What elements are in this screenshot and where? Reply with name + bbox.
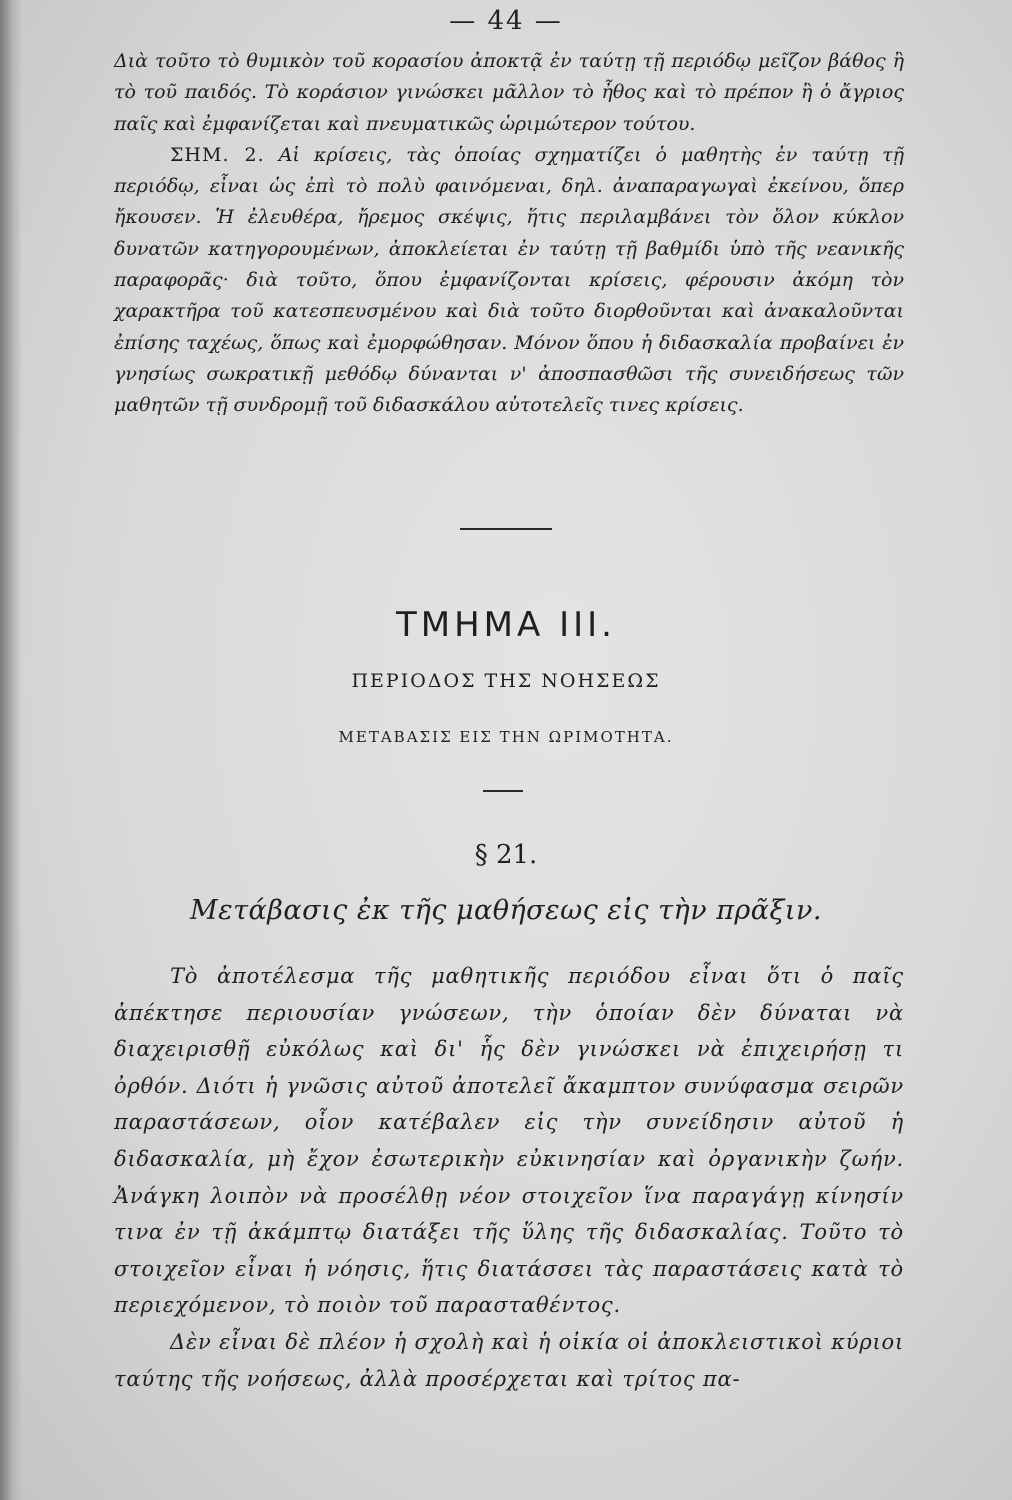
note-label: ΣΗΜ. 2.: [170, 143, 265, 166]
body-paragraph-2: Δὲν εἶναι δὲ πλέον ἡ σχολὴ καὶ ἡ οἰκία οἱ ἀποκλειστικοὶ κύριοι ταύτης τῆς νοήσεως, ἀλλὰ προσέρχεται καὶ τρίτος πα-: [114, 1329, 904, 1391]
note-section: [114, 46, 904, 422]
note-text: Αἱ κρίσεις, τὰς ὁποίας σχηματίζει ὁ μαθητὴς ἐν ταύτῃ τῇ περιόδῳ, εἶναι ὡς ἐπὶ τὸ πολὺ φαινόμεναι, δηλ. ἀναπαραγωγαὶ ἐκείνου, ὅπερ ἤκουσεν. Ἡ ἐλευθέρα, ἤρεμος σκέψις, ἥτις περιλαμβάνει τὸν ὅλον κύκλον δυνατῶν κατηγορουμένων, ἀποκλείεται ἐν ταύτῃ τῇ βαθμίδι ὑπὸ τῆς νεανικῆς παραφορᾶς· διὰ τοῦτο, ὅπου ἐμφανίζονται κρίσεις, φέρουσιν ἀκόμη τὸν χαρακτῆρα τοῦ κατεσπευσμένου καὶ διὰ τοῦτο διορθοῦνται καὶ ἀνακαλοῦνται ἐπίσης ταχέως, ὅπως καὶ ἐμορφώθησαν. Μόνον ὅπου ἡ διδασκαλία προβαίνει ἐν γνησίως σωκρατικῇ μεθόδῳ δύνανται ν' ἀποσπασθῶσι τῆς συνειδήσεως τῶν μαθητῶν τῇ συνδρομῇ τοῦ διδασκάλου αὐτοτελεῖς τινες κρίσεις.: [114, 143, 905, 417]
divider-long: [460, 528, 552, 530]
body-text: [114, 958, 904, 1397]
page-number: — 44 —: [449, 6, 563, 36]
note-paragraph-2: [114, 140, 904, 422]
divider-short: [483, 790, 523, 792]
section-title: ΤΜΗΜΑ III.: [396, 605, 616, 645]
period-title: ΠΕΡΙΟΔΟΣ ΤΗΣ ΝΟΗΣΕΩΣ: [351, 670, 661, 692]
body-paragraph-1: Τὸ ἀποτέλεσμα τῆς μαθητικῆς περιόδου εἶναι ὅτι ὁ παῖς ἀπέκτησε περιουσίαν γνώσεων, τὴν ὁποίαν δὲν δύναται νὰ διαχειρισθῇ εὐκόλως καὶ δι' ἧς δὲν γινώσκει νὰ ἐπιχειρήσῃ τι ὀρθόν. Διότι ἡ γνῶσις αὐτοῦ ἀποτελεῖ ἄκαμπτον συνύφασμα σειρῶν παραστάσεων, οἷον κατέβαλεν εἰς τὴν συνείδησιν αὐτοῦ ἡ διδασκαλία, μὴ ἔχον ἐσωτερικὴν εὐκινησίαν καὶ ὀργανικὴν ζωήν. Ἀνάγκη λοιπὸν νὰ προσέλθῃ νέον στοιχεῖον ἵνα παραγάγῃ κίνησίν τινα ἐν τῇ ἀκάμπτῳ διατάξει τῆς ὕλης τῆς διδασκαλίας. Τοῦτο τὸ στοιχεῖον εἶναι ἡ νόησις, ἥτις διατάσσει τὰς παραστάσεις κατὰ τὸ περιεχόμενον, τὸ ποιὸν τοῦ παρασταθέντος.: [114, 964, 904, 1318]
paragraph-number: § 21.: [474, 840, 538, 870]
binding-shadow: [0, 0, 22, 1500]
note-paragraph-1: Διὰ τοῦτο τὸ θυμικὸν τοῦ κορασίου ἀποκτᾷ ἐν ταύτῃ τῇ περιόδῳ μεῖζον βάθος ἢ τὸ τοῦ παιδός. Τὸ κοράσιον γινώσκει μᾶλλον τὸ ἦθος καὶ τὸ πρέπον ἢ ὁ ἄγριος παῖς καὶ ἐμφανίζεται καὶ πνευματικῶς ὡριμώτερον τούτου.: [114, 50, 904, 135]
transition-title: ΜΕΤΑΒΑΣΙΣ ΕΙΣ ΤΗΝ ΩΡΙΜΟΤΗΤΑ.: [338, 728, 674, 746]
paragraph-heading: Μετάβασις ἐκ τῆς μαθήσεως εἰς τὴν πρᾶξιν.: [189, 895, 822, 926]
